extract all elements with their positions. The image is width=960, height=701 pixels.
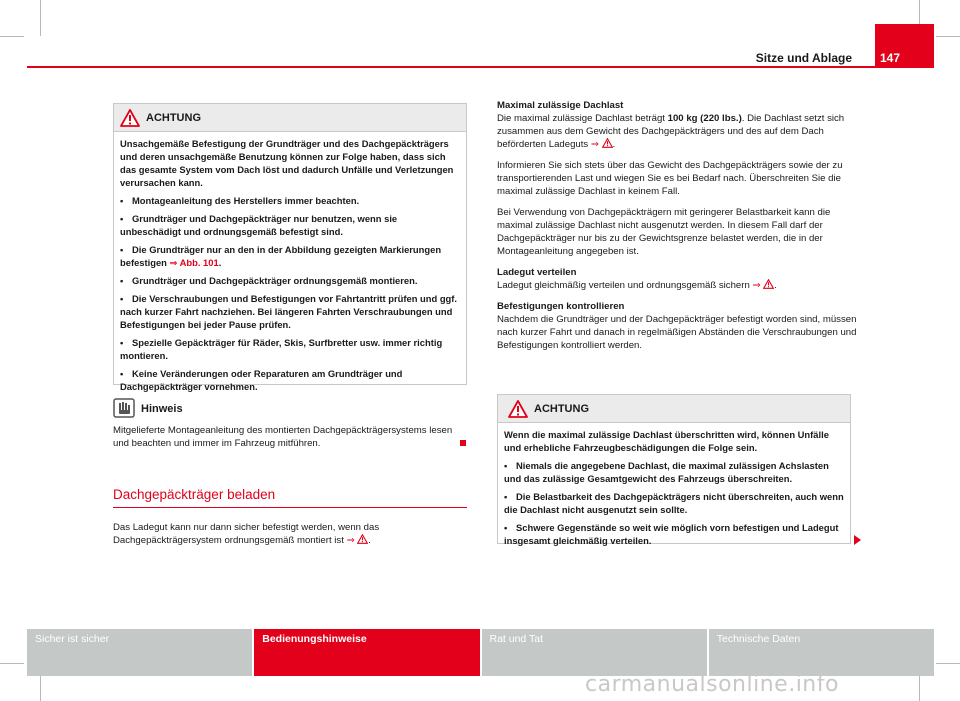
list-item: • Montageanleitung des Herstellers immer beachten. [120, 195, 360, 206]
watermark: carmanualsonline.info [585, 672, 839, 697]
section-paragraph: Das Ladegut kann nur dann sicher befestigt werden, wenn das Dachgepäckträgersystem ordnungsgemäß montiert ist ⇒ . [113, 522, 380, 546]
paragraph: Informieren Sie sich stets über das Gewicht des Dachgepäckträgers sowie der zu transportierenden Last und wiegen Sie es bei Bedarf nach. Überschreiten Sie die maximal zulässige Dachlast in keinem Fall. [497, 160, 843, 197]
list-item: • Spezielle Gepäckträger für Räder, Skis, Surfbretter usw. immer richtig montieren. [120, 337, 443, 361]
warning-triangle-icon [602, 138, 613, 148]
paragraph: Ladegut gleichmäßig verteilen und ordnungsgemäß sichern ⇒ . [497, 280, 777, 291]
section-rule [113, 507, 467, 508]
note-header [113, 398, 467, 420]
note-block [113, 398, 467, 450]
warning-intro: Unsachgemäße Befestigung der Grundträger und des Dachgepäckträgers und deren unsachgemäße Benutzung können zur Folge haben, dass sich das gesamte System vom Dach löst und dadurch Unfälle und Verletzungen verursachen kann. [120, 138, 454, 188]
section-title: Dachgepäckträger beladen [113, 487, 276, 502]
right-column [497, 99, 857, 360]
cross-reference-link[interactable]: ⇒ [752, 280, 761, 291]
note-text: Mitgelieferte Montageanleitung des montierten Dachgepäckträgersystems lesen und beachten und immer im Fahrzeug mitführen. [113, 425, 453, 449]
warning-triangle-icon [120, 109, 140, 127]
list-item: • Grundträger und Dachgepäckträger nur benutzen, wenn sie unbeschädigt und ordnungsgemäß befestigt sind. [120, 213, 398, 237]
footer-nav [27, 629, 934, 676]
warning-header [114, 104, 466, 132]
warning-body [114, 132, 466, 399]
warning-box-right [497, 394, 851, 544]
page-number: 147 [880, 51, 901, 65]
list-item: • Die Grundträger nur an den in der Abbildung gezeigten Markierungen befestigen ⇒ Abb. 101. [120, 244, 442, 268]
footer-tab-rat-und-tat[interactable]: Rat und Tat [482, 629, 707, 676]
warning-box-left [113, 103, 467, 392]
crop-mark [0, 36, 24, 37]
warning-title: ACHTUNG [146, 112, 201, 124]
list-item: • Die Belastbarkeit des Dachgepäckträgers nicht überschreiten, auch wenn die Dachlast nicht ausgenutzt sein sollte. [504, 491, 844, 515]
figure-reference-link[interactable]: ⇒ Abb. 101 [169, 257, 219, 268]
warning-triangle-icon [508, 400, 528, 418]
cross-reference-link[interactable]: ⇒ [346, 535, 355, 546]
subheading: Maximal zulässige Dachlast [497, 100, 624, 111]
paragraph: Nachdem die Grundträger und der Dachgepäckträger befestigt worden sind, müssen nach kurzer Fahrt und danach in regelmäßigen Abständen die Verschraubungen und Befestigungen kontrolliert werden. [497, 314, 857, 351]
continue-arrow-icon [854, 535, 861, 545]
warning-intro: Wenn die maximal zulässige Dachlast überschritten wird, können Unfälle und erhebliche Fahrzeugbeschädigungen die Folge sein. [504, 429, 829, 453]
paragraph: Die maximal zulässige Dachlast beträgt 100 kg (220 lbs.). Die Dachlast setzt sich zusammen aus dem Gewicht des Dachgepäckträgers und des auf dem Dach beförderten Ladeguts ⇒ . [497, 113, 845, 150]
subheading: Befestigungen kontrollieren [497, 301, 625, 312]
warning-triangle-icon [763, 279, 774, 289]
footer-tab-technische-daten[interactable]: Technische Daten [709, 629, 934, 676]
paragraph: Bei Verwendung von Dachgepäckträgern mit geringerer Belastbarkeit kann die maximal zulässige Dachlast nicht ausgenutzt werden. In diesem Fall darf der Dachgepäckträger nur bis zu der Gewichtsgrenze belastet werden, die in der Montageanleitung angegeben ist. [497, 207, 831, 257]
crop-mark [936, 36, 960, 37]
section-end-marker [460, 440, 466, 446]
header-rule [27, 66, 875, 68]
note-hand-icon [113, 398, 135, 418]
note-title: Hinweis [141, 403, 183, 415]
list-item: • Grundträger und Dachgepäckträger ordnungsgemäß montieren. [120, 275, 418, 286]
crop-mark [40, 0, 41, 36]
page-header-title: Sitze und Ablage [755, 51, 852, 65]
crop-mark [0, 663, 24, 664]
warning-triangle-icon [357, 534, 368, 544]
footer-tab-sicher[interactable]: Sicher ist sicher [27, 629, 252, 676]
list-item: • Schwere Gegenstände so weit wie möglich vorn befestigen und Ladegut insgesamt gleichmäßig verteilen. [504, 522, 839, 546]
subheading: Ladegut verteilen [497, 267, 577, 278]
cross-reference-link[interactable]: ⇒ [590, 139, 599, 150]
list-item: • Keine Veränderungen oder Reparaturen am Grundträger und Dachgepäckträger vornehmen. [120, 368, 403, 392]
warning-body [498, 423, 850, 553]
warning-header [498, 395, 850, 423]
crop-mark [936, 663, 960, 664]
warning-title: ACHTUNG [534, 403, 589, 415]
list-item: • Niemals die angegebene Dachlast, die maximal zulässigen Achslasten und das zulässige Gesamtgewicht des Fahrzeugs überschreiten. [504, 460, 829, 484]
list-item: • Die Verschraubungen und Befestigungen vor Fahrtantritt prüfen und ggf. nach kurzer Fahrt nachziehen. Bei längeren Fahrten Verschraubungen und Befestigungen bei jeder Pause prüfen. [120, 293, 458, 330]
footer-tab-bedienungshinweise[interactable]: Bedienungshinweise [254, 629, 479, 676]
